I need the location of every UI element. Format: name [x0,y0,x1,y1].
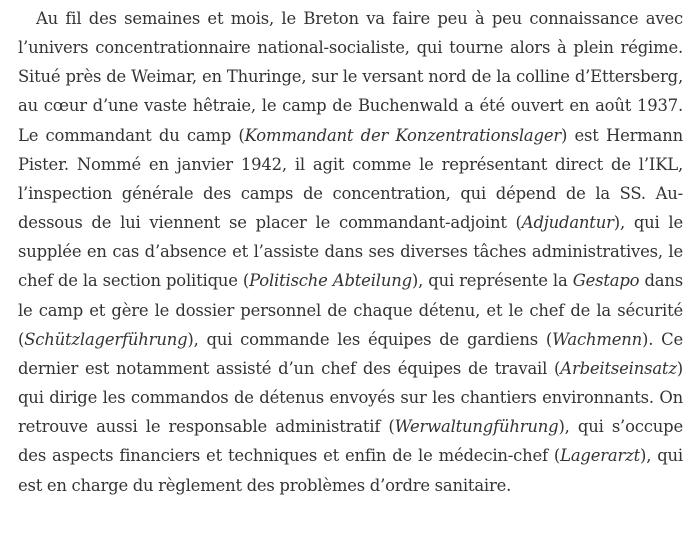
term-gestapo: Gestapo [572,271,640,291]
term-politische-abteilung: Politische Abteilung [249,271,412,291]
term-kommandant: Kommandant der Konzentrationslager [244,125,562,145]
term-adjudantur: Adjudantur [521,213,614,233]
text-segment: dans le camp et gère le dossier personnel de chaque détenu, et le chef de la sécurité ( [18,271,683,349]
body-paragraph [18,4,683,500]
text-segment: ) est Hermann Pister. Nommé en janvier 1942, il agit comme le représentant direct de l’IKL, l’inspection générale des camps de concentration, qui dépend de la SS. Au-dessous de lui viennent se placer le commandant-adjoint ( [18,125,683,233]
term-arbeitseinsatz: Arbeitseinsatz [560,358,677,378]
text-segment: ), qui le supplée en cas d’absence et l’assiste dans ses diverses tâches administratives, le chef de la section politique ( [18,213,683,291]
text-segment: ), qui s’occupe des aspects financiers et techniques et enfin de le médecin-chef ( [18,417,683,466]
text-segment: ), qui représente la [411,271,573,291]
term-lagerarzt: Lagerarzt [560,446,641,466]
text-segment: Au fil des semaines et mois, le Breton va faire peu à peu connaissance avec l’univers concentrationnaire national-socialiste, qui tourne alors à plein régime. Situé près de Weimar, en Thuringe, sur le versant nord de la colline d’Ettersberg, au cœur d’une vaste hêtraie, le camp de Buchenwald a été ouvert en août 1937. Le commandant du camp ( [18,9,683,145]
term-schutzlagerfuhrung: Schützlagerführung [24,329,188,349]
text-segment: ), qui est en charge du règlement des problèmes d’ordre sanitaire. [18,446,683,495]
term-wachmenn: Wachmenn [552,329,642,349]
text-segment: ) qui dirige les commandos de détenus envoyés sur les chantiers environnants. On retrouve aussi le responsable administratif ( [18,358,683,437]
text-segment: ), qui commande les équipes de gardiens ( [187,329,553,349]
text-segment: ). Ce dernier est notamment assisté d’un chef des équipes de travail ( [18,329,684,378]
term-werwaltungfuhrung: Werwaltungführung [394,417,559,437]
